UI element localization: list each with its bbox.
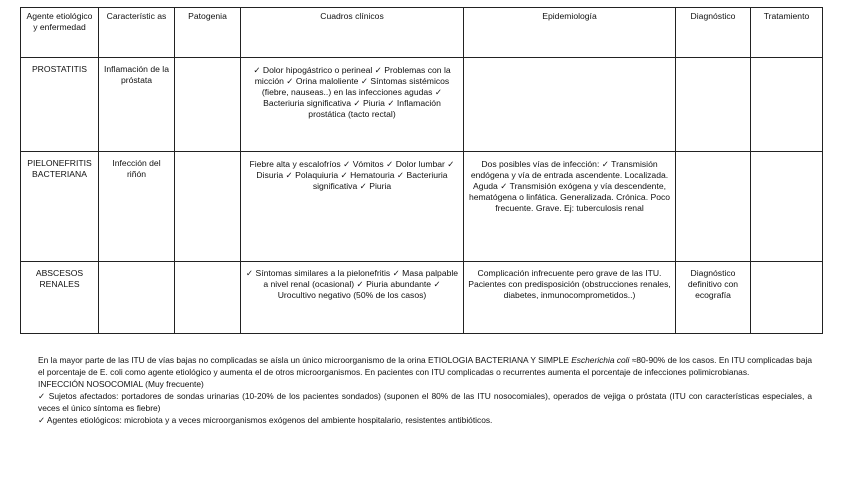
features-cell — [99, 262, 175, 334]
header-cell: Cuadros clínicos — [241, 8, 464, 58]
agent-cell: PIELONEFRITIS BACTERIANA — [21, 152, 99, 262]
clinical-cell: ✓ Síntomas similares a la pielonefritis ✓ Masa palpable a nivel renal (ocasional) ✓ Piuria abundante ✓ Urocultivo negativo (50% de los casos) — [241, 262, 464, 334]
notes-paragraph-etiology — [38, 354, 812, 378]
table-row — [21, 262, 823, 334]
agent-cell: PROSTATITIS — [21, 58, 99, 152]
diagnosis-cell: Diagnóstico definitivo con ecografía — [676, 262, 751, 334]
header-cell: Patogenia — [175, 8, 241, 58]
uti-table — [20, 7, 823, 334]
notes-paragraph-agents: ✓ Agentes etiológicos: microbiota y a veces microorganismos exógenos del ambiente hospitalario, resistentes antibióticos. — [38, 415, 493, 425]
notes-section — [38, 354, 812, 426]
pathogenesis-cell — [175, 58, 241, 152]
epidemiology-cell: Dos posibles vías de infección: ✓ Transmisión endógena y vía de entrada ascendente. Localizada. Aguda ✓ Transmisión exógena y vía descendente, hematógena o linfática. Generalizada. Crónica. Poco frecuente. Grave. Ej: tuberculosis renal — [464, 152, 676, 262]
header-cell: Agente etiológico y enfermedad — [21, 8, 99, 58]
diagnosis-cell — [676, 58, 751, 152]
pathogenesis-cell — [175, 262, 241, 334]
clinical-cell: ✓ Dolor hipogástrico o perineal ✓ Problemas con la micción ✓ Orina maloliente ✓ Síntomas sistémicos (fiebre, nauseas..) en las infecciones agudas ✓ Bacteriuria significativa ✓ Piuria ✓ Inflamación prostática (tacto rectal) — [241, 58, 464, 152]
treatment-cell — [751, 262, 823, 334]
features-cell: Inflamación de la próstata — [99, 58, 175, 152]
treatment-cell — [751, 152, 823, 262]
notes-text: En la mayor parte de las ITU de vías bajas no complicadas se aísla un único microorganismo de la orina ETIOLOGIA BACTERIANA Y SIMPLE — [38, 355, 572, 365]
pathogenesis-cell — [175, 152, 241, 262]
agent-cell: ABSCESOS RENALES — [21, 262, 99, 334]
features-cell: Infección del riñón — [99, 152, 175, 262]
treatment-cell — [751, 58, 823, 152]
notes-paragraph-subjects: ✓ Sujetos afectados: portadores de sondas urinarias (10-20% de los pacientes sondados) (suponen el 80% de las ITU nosocomiales), operados de vejiga o próstata (ITU con características especiales, a veces el único síntoma es fiebre) — [38, 391, 812, 413]
notes-heading-nosocomial: INFECCIÓN NOSOCOMIAL (Muy frecuente) — [38, 379, 204, 389]
header-cell: Característic as — [99, 8, 175, 58]
table-header-row — [21, 8, 823, 58]
notes-species-name: Escherichia coli — [571, 355, 630, 365]
header-cell: Epidemiología — [464, 8, 676, 58]
notes-text: ≈80-90% de los casos. En ITU complicadas baja el porcentaje de E. coli como agente etiológico y aumenta el de otros microorganismos. En pacientes con ITU complicadas o recurrentes aumenta el porcentaje de infecciones polimicrobianas. — [38, 355, 812, 377]
epidemiology-cell: Complicación infrecuente pero grave de las ITU. Pacientes con predisposición (obstrucciones renales, diabetes, inmunocomprometidos..) — [464, 262, 676, 334]
header-cell: Tratamiento — [751, 8, 823, 58]
table-row — [21, 58, 823, 152]
clinical-cell: Fiebre alta y escalofríos ✓ Vómitos ✓ Dolor lumbar ✓ Disuria ✓ Polaquiuria ✓ Hematouria ✓ Bacteriuria significativa ✓ Piuria — [241, 152, 464, 262]
diagnosis-cell — [676, 152, 751, 262]
header-cell: Diagnóstico — [676, 8, 751, 58]
table-row — [21, 152, 823, 262]
epidemiology-cell — [464, 58, 676, 152]
